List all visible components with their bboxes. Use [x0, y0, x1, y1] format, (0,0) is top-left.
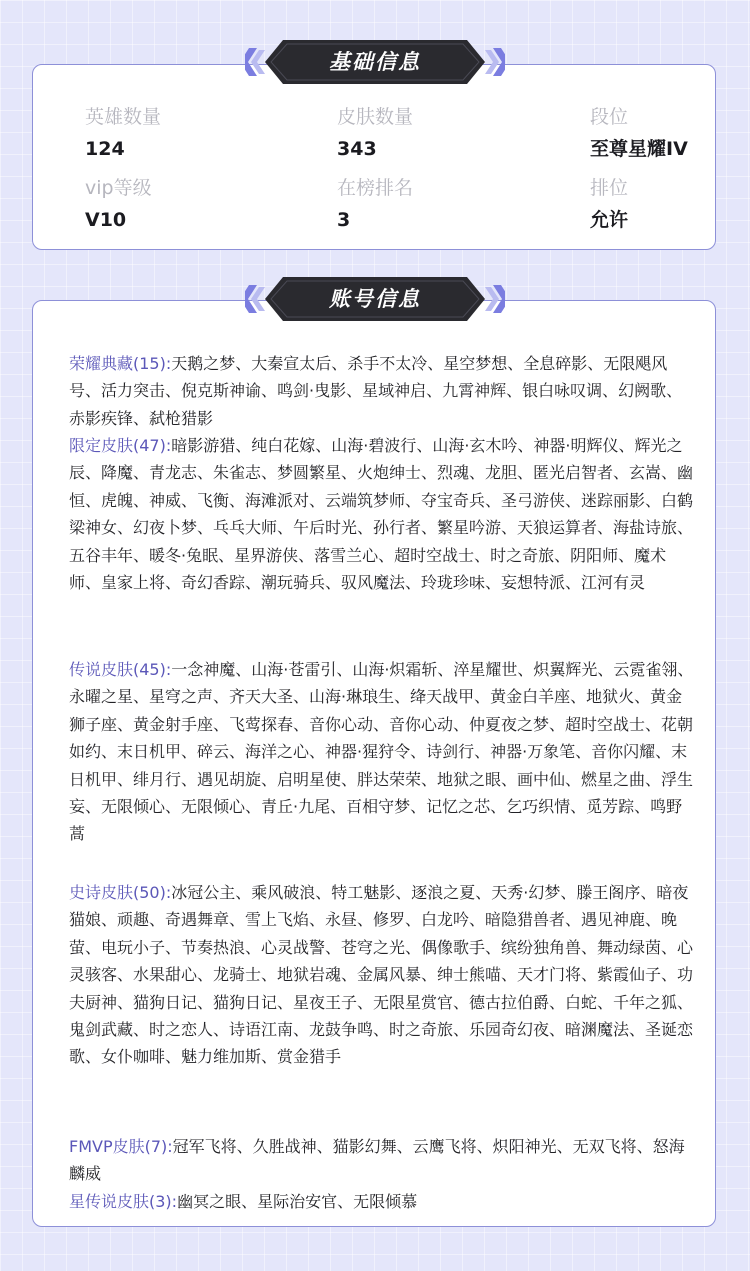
stat-ranked-allowed: [590, 176, 628, 232]
category-items: 天鹅之梦、大秦宣太后、杀手不太冷、星空梦想、全息碎影、无限飓风号、活力突击、倪克斯神谕、鸣剑·曳影、星域神启、九霄神辉、银白咏叹调、幻阙歌、赤影疾锋、弑枪猎影: [69, 354, 683, 428]
category-label: 限定皮肤(47):: [69, 436, 172, 455]
category-items: 冠军飞将、久胜战神、猫影幻舞、云鹰飞将、炽阳神光、无双飞将、怒海麟威: [69, 1137, 685, 1184]
stat-vip-level: [85, 176, 152, 232]
category-label: 星传说皮肤(3):: [69, 1192, 178, 1211]
skin-category-fmvp: [69, 1133, 694, 1188]
basic-info-card: [32, 64, 716, 250]
skin-category-epic: [69, 879, 694, 1071]
stat-rank-tier: [590, 105, 688, 161]
account-info-card: [32, 300, 716, 1227]
skin-category-glory: [69, 350, 694, 432]
category-label: FMVP皮肤(7):: [69, 1137, 173, 1156]
category-items: 暗影游猎、纯白花嫁、山海·碧波行、山海·玄木吟、神器·明辉仪、辉光之辰、降魔、青龙志、朱雀志、梦圆繁星、火炮绅士、烈魂、龙胆、匿光启智者、玄嵩、幽恒、虎魄、神威、飞衡、海滩派对、云端筑梦师、夺宝奇兵、圣弓游侠、迷踪丽影、白鹤梁神女、幻夜卜梦、乓乓大师、午后时光、孙行者、繁星吟游、天狼运算者、海盐诗旅、五谷丰年、暖冬·兔眠、星界游侠、落雪兰心、超时空战士、时之奇旅、阴阳师、魔术师、皇家上将、奇幻香踪、潮玩骑兵、驭风魔法、玲珑珍味、妄想特派、江河有灵: [69, 436, 694, 593]
category-label: 史诗皮肤(50):: [69, 883, 172, 902]
section-title: 基础信息: [329, 50, 421, 74]
stat-label: vip等级: [85, 177, 152, 199]
category-items: 冰冠公主、乘风破浪、特工魅影、逐浪之夏、天秀·幻梦、滕王阁序、暗夜猫娘、顽趣、奇遇舞章、雪上飞焰、永昼、修罗、白龙吟、暗隐猎兽者、遇见神鹿、晚萤、电玩小子、节奏热浪、心灵战警、苍穹之光、偶像歌手、缤纷独角兽、舞动绿茵、心灵骇客、水果甜心、龙骑士、地狱岩魂、金属风暴、绅士熊喵、天才门将、紫霞仙子、功夫厨神、猫狗日记、猫狗日记、星夜王子、无限星赏官、德古拉伯爵、白蛇、千年之狐、鬼剑武藏、时之恋人、诗语江南、龙鼓争鸣、时之奇旅、乐园奇幻夜、暗渊魔法、圣诞恋歌、女仆咖啡、魅力维加斯、赏金猎手: [69, 883, 694, 1067]
category-label: 传说皮肤(45):: [69, 660, 172, 679]
stat-value: 124: [85, 138, 125, 160]
stat-label: 排位: [590, 177, 629, 199]
category-items: 一念神魔、山海·苍雷引、山海·炽霜斩、淬星耀世、炽翼辉光、云霓雀翎、永曜之星、星穹之声、齐天大圣、山海·琳琅生、绛天战甲、黄金白羊座、地狱火、黄金狮子座、黄金射手座、飞莺探春、音你心动、音你心动、仲夏夜之梦、超时空战士、花朝如约、末日机甲、碎云、海洋之心、神器·猩狩令、诗剑行、神器·万象笔、音你闪耀、末日机甲、绯月行、遇见胡旋、启明星使、胖达荣荣、地狱之眼、画中仙、燃星之曲、浮生妄、无限倾心、无限倾心、青丘·九尾、百相守梦、记忆之芯、乞巧织情、觅芳踪、鸣野蒿: [69, 660, 694, 844]
stat-label: 段位: [590, 106, 629, 128]
category-items: 幽冥之眼、星际治安官、无限倾慕: [177, 1192, 418, 1211]
stat-value: 至尊星耀IV: [590, 138, 688, 160]
skin-category-limited: [69, 432, 694, 596]
stat-leaderboard-rank: [337, 176, 413, 232]
stat-value: V10: [85, 209, 127, 231]
stat-hero-count: [85, 105, 161, 161]
skin-category-star-legend: [69, 1188, 694, 1215]
stat-label: 英雄数量: [85, 106, 162, 128]
basic-info-banner: [245, 39, 505, 85]
skin-category-legend: [69, 656, 694, 848]
section-title: 账号信息: [329, 287, 421, 311]
stat-label: 在榜排名: [337, 177, 414, 199]
stat-value: 343: [337, 138, 377, 160]
category-label: 荣耀典藏(15):: [69, 354, 172, 373]
account-info-banner: [245, 276, 505, 322]
stat-value: 3: [337, 209, 351, 231]
stat-value: 允许: [590, 209, 629, 231]
stat-label: 皮肤数量: [337, 106, 414, 128]
stat-skin-count: [337, 105, 413, 161]
